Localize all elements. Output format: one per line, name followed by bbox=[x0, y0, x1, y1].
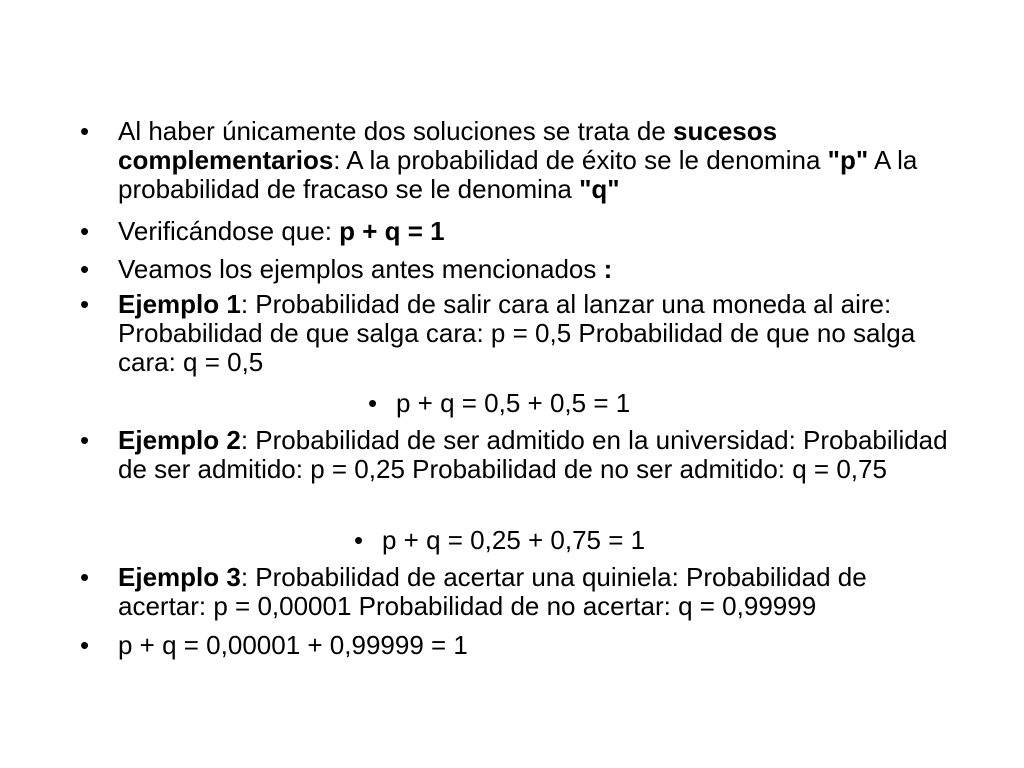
bullet-dot: • bbox=[80, 425, 90, 455]
bullet-dot: • bbox=[80, 216, 90, 246]
bullet-text: Verificándose que: p + q = 1 bbox=[118, 216, 445, 246]
bullet-text: Al haber únicamente dos soluciones se trata de sucesos complementarios: A la probabilidad de éxito se le denomina "p" A la probabilidad de fracaso se le denomina "q" bbox=[118, 116, 918, 204]
sub-bullet-example-2-sum: • p + q = 0,25 + 0,75 = 1 bbox=[354, 525, 646, 555]
sub-bullet-example-1-sum: • p + q = 0,5 + 0,5 = 1 bbox=[368, 388, 631, 418]
bullet-text: Ejemplo 1: Probabilidad de salir cara al lanzar una moneda al aire: Probabilidad de que salga cara: p = 0,5 Probabilidad de que no salga cara: q = 0,5 bbox=[118, 289, 916, 377]
bullet-dot: • bbox=[80, 289, 90, 319]
bullet-dot: • bbox=[80, 630, 90, 660]
bullet-dot: • bbox=[354, 525, 364, 555]
bullet-dot: • bbox=[80, 562, 90, 592]
bullet-dot: • bbox=[368, 388, 378, 418]
bullet-text: p + q = 0,00001 + 0,99999 = 1 bbox=[118, 630, 468, 660]
bullet-dot: • bbox=[80, 254, 90, 284]
bullet-text: Ejemplo 2: Probabilidad de ser admitido en la universidad: Probabilidad de ser admitido: p = 0,25 Probabilidad de no ser admitido: q = 0,75 bbox=[118, 425, 948, 484]
bullet-text: Veamos los ejemplos antes mencionados : bbox=[118, 254, 613, 284]
bullet-dot: • bbox=[80, 116, 90, 146]
bullet-text: Ejemplo 3: Probabilidad de acertar una quiniela: Probabilidad de acertar: p = 0,00001 Probabilidad de no acertar: q = 0,99999 bbox=[118, 562, 867, 621]
